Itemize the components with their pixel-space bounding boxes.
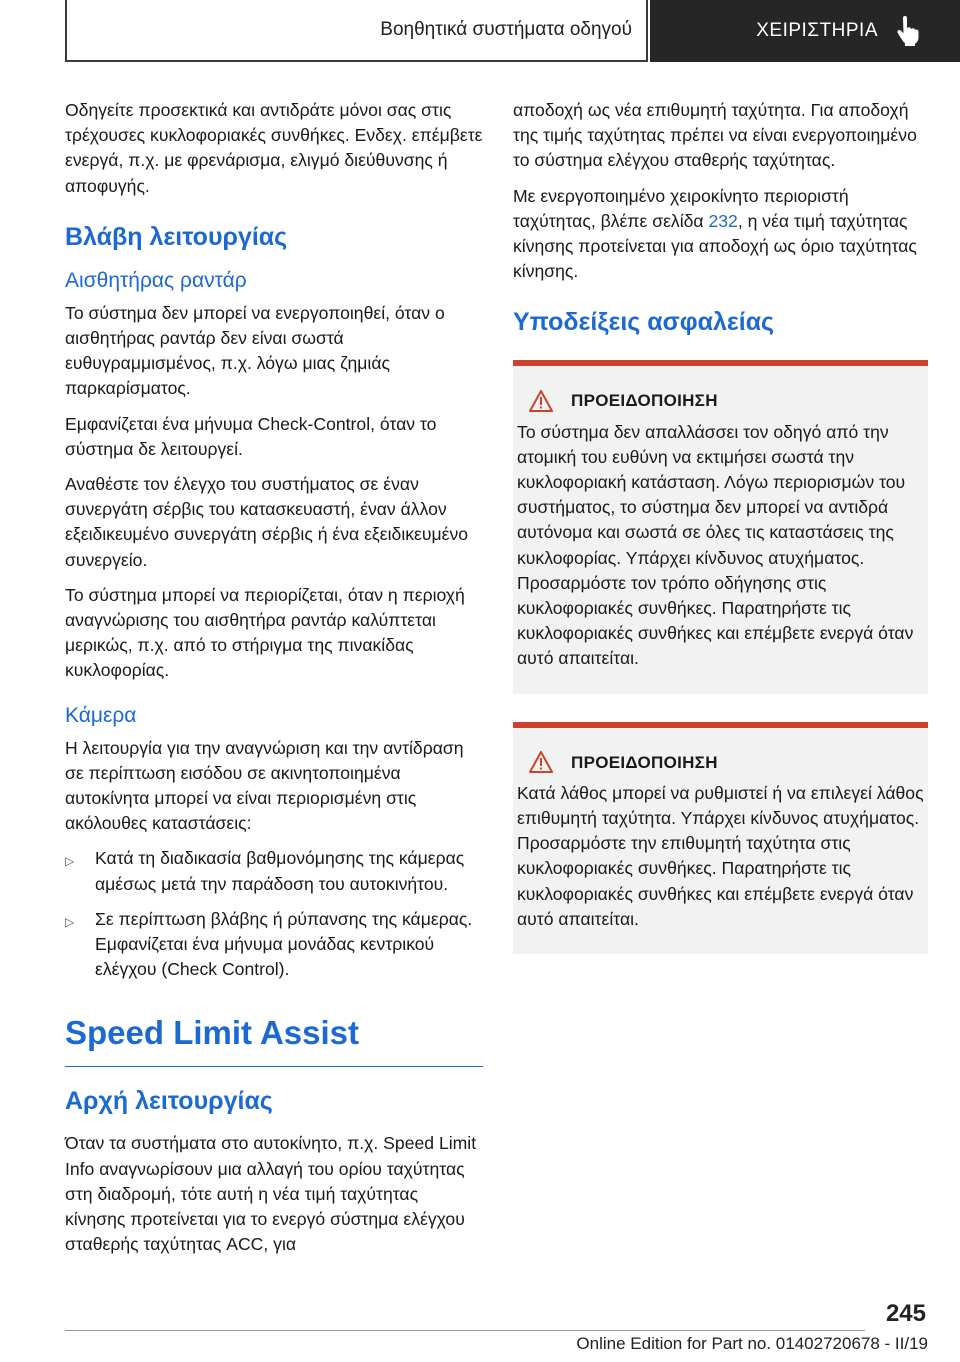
warning-triangle-icon [529, 390, 553, 412]
page-number: 245 [885, 1300, 926, 1327]
heading-safety-notes: Υποδείξεις ασφαλείας [513, 308, 775, 337]
triangle-bullet-icon: ▷ [65, 854, 75, 869]
triangle-bullet-icon: ▷ [65, 914, 75, 929]
heading-camera: Κάμερα [65, 703, 137, 727]
camera-paragraph: Η λειτουργία για την αναγνώριση και την αντίδραση σε περίπτωση εισόδου σε ακινητοποιημένα αυτοκίνητα μπορεί να είναι περιορισμένη στις ακόλουθες καταστάσεις: [65, 737, 464, 834]
warning-triangle-icon [529, 751, 553, 773]
limiter-paragraph: Με ενεργοποιημένο χειροκίνητο περιοριστή ταχύτητας, βλέπε σελίδα 232, η νέα τιμή ταχύτητας κίνησης προτείνεται για αποδοχή ως όριο ταχύτητας κίνησης. [513, 185, 917, 282]
heading-radar-sensor: Αισθητήρας ραντάρ [65, 268, 247, 292]
warning-box [513, 722, 928, 954]
warning-title: ΠΡΟΕΙΔΟΠΟΙΗΣΗ [571, 752, 718, 772]
warning-text: Κατά λάθος μπορεί να ρυθμιστεί ή να επιλεγεί λάθος επιθυμητή ταχύτητα. Υπάρχει κίνδυνος ατυχήματος. Προσαρμόστε την επιθυμητή ταχύτητα στις κυκλοφοριακές συνθήκες. Παρατηρήστε τις κυκλοφοριακές συνθήκες και επέμβετε ενεργά όταν αυτό απαιτείται. [517, 782, 924, 929]
warning-box [513, 360, 928, 693]
list-item-text: Κατά τη διαδικασία βαθμονόμησης της κάμερας αμέσως μετά την παράδοση του αυτοκινήτου. [95, 848, 465, 894]
right-column [513, 98, 928, 954]
intro-paragraph: Οδηγείτε προσεκτικά και αντιδράτε μόνοι σας στις τρέχουσες κυκλοφοριακές συνθήκες. Ενδεχ. επέμβετε ενεργά, π.χ. με φρενάρισμα, ελιγμό διεύθυνσης ή αποφυγής. [65, 100, 483, 196]
heading-operating-principle: Αρχή λειτουργίας [65, 1087, 273, 1116]
list-item [65, 907, 483, 983]
heading-speed-limit-assist: Speed Limit Assist [65, 1012, 483, 1067]
left-column [65, 98, 483, 1268]
list-item-text: Σε περίπτωση βλάβης ή ρύπανσης της κάμερας. Εμφανίζεται ένα μήνυμα μονάδας κεντρικού ελέγχου (Check Control). [95, 908, 473, 980]
radar-paragraph-2: Εμφανίζεται ένα μήνυμα Check-Control, όταν το σύστημα δε λειτουργεί. [65, 413, 437, 459]
radar-paragraph-3: Αναθέστε τον έλεγχο του συστήματος σε έναν συνεργάτη σέρβις του κατασκευαστή, έναν άλλον εξειδικευμένο συνεργάτη σέρβις ή ένα εξειδικευμένο συνεργείο. [65, 474, 469, 570]
page-reference-link[interactable]: 232 [708, 210, 738, 231]
continued-paragraph: αποδοχή ως νέα επιθυμητή ταχύτητα. Για αποδοχή της τιμής ταχύτητας πρέπει να είναι ενεργοποιημένο το σύστημα ελέγχου σταθερής ταχύτητας. [513, 100, 917, 171]
warning-title: ΠΡΟΕΙΔΟΠΟΙΗΣΗ [571, 391, 718, 411]
heading-malfunction: Βλάβη λειτουργίας [65, 222, 288, 251]
warning-text: Το σύστημα δεν απαλλάσσει τον οδηγό από την ατομική του ευθύνη να εκτιμήσει σωστά την κυκλοφοριακή κατάσταση. Λόγω περιορισμών του συστήματος, το σύστημα δεν μπορεί να αντιδρά αυτόνομα και σωστά σε όλες τις καταστάσεις της κυκλοφορίας. Υπάρχει κίνδυνος ατυχήματος. Προσαρμόστε τον τρόπο οδήγησης στις κυκλοφοριακές συνθήκες. Παρατηρήστε τις κυκλοφοριακές συνθήκες και επέμβετε ενεργά όταν αυτό απαιτείται. [517, 421, 914, 669]
header-section-title: Βοηθητικά συστήματα οδηγού [380, 19, 632, 40]
list-item [65, 846, 483, 896]
hand-pointer-icon [894, 16, 920, 46]
header-section-tab [65, 0, 648, 62]
header-chapter-tab [650, 0, 960, 62]
header-chapter-title: ΧΕΙΡΙΣΤΗΡΙΑ [756, 20, 878, 41]
principle-paragraph: Όταν τα συστήματα στο αυτοκίνητο, π.χ. Speed Limit Info αναγνωρίσουν μια αλλαγή του ορίου ταχύτητας στη διαδρομή, τότε αυτή η νέα τιμή ταχύτητας κίνησης προτείνεται για το ενεργό σύστημα ελέγχου σταθερής ταχύτητας ACC, για [65, 1133, 477, 1255]
radar-paragraph-4: Το σύστημα μπορεί να περιορίζεται, όταν η περιοχή αναγνώρισης του αισθητήρα ραντάρ καλύπτεται μερικώς, π.χ. από το στήριγμα της πινακίδας κυκλοφορίας. [65, 584, 465, 681]
footer-divider [65, 1330, 865, 1331]
footer-edition: Online Edition for Part no. 01402720678 - II/19 [576, 1334, 928, 1353]
radar-paragraph-1: Το σύστημα δεν μπορεί να ενεργοποιηθεί, όταν ο αισθητήρας ραντάρ δεν είναι σωστά ευθυγραμμισμένος, π.χ. λόγω μιας ζημιάς παρκαρίσματος. [65, 302, 445, 399]
